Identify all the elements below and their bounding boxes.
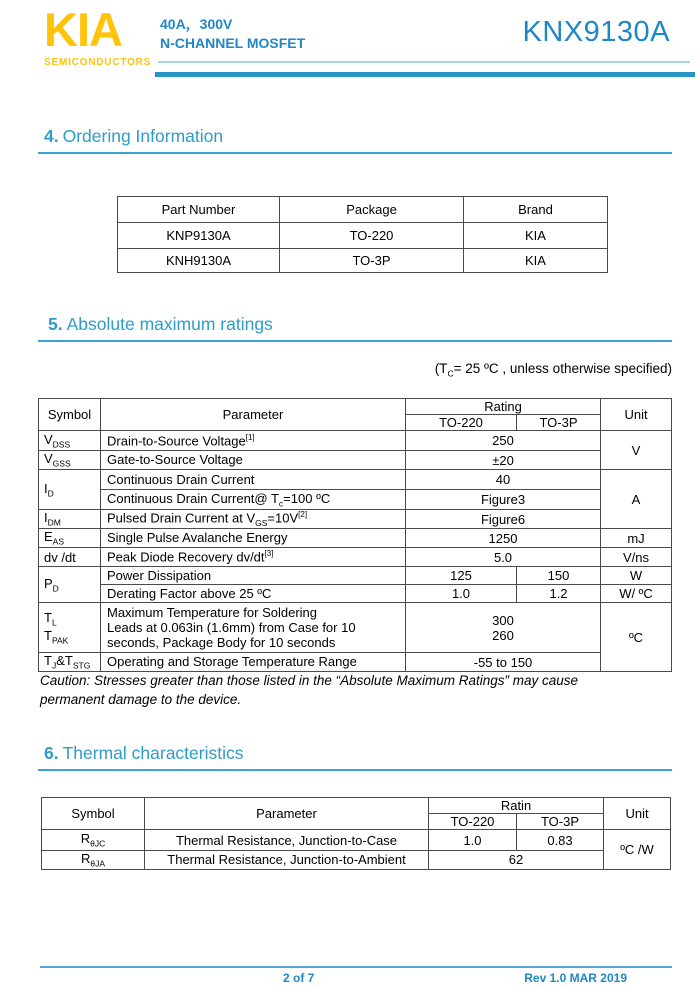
caution-note: Caution: Stresses greater than those listed in the “Absolute Maximum Ratings” may cause permanent damage to the device.	[40, 673, 579, 707]
parameter-cell: Continuous Drain Current	[101, 470, 406, 490]
header-cell: TO-3P	[517, 814, 604, 830]
cell: KIA	[464, 249, 608, 273]
thermal-characteristics-table	[41, 797, 671, 870]
rating-cell: 1.2	[517, 585, 601, 603]
rating-cell: 125	[406, 567, 517, 585]
table-row	[39, 603, 672, 653]
section-6-number: 6.	[44, 743, 59, 763]
rating-cell: 150	[517, 567, 601, 585]
ordering-table	[117, 196, 608, 273]
header-cell: Part Number	[118, 197, 280, 223]
unit-cell: mJ	[601, 529, 672, 548]
parameter-cell: Peak Diode Recovery dv/dt[3]	[101, 548, 406, 567]
unit-cell: W	[601, 567, 672, 585]
rating-cell: 62	[429, 851, 604, 870]
table-row	[39, 567, 672, 585]
rating-cell: ±20	[406, 451, 601, 470]
table-row	[39, 431, 672, 451]
table-row	[42, 830, 671, 851]
symbol-cell: $E_{AS}$	[39, 529, 101, 548]
rating-cell: -55 to 150	[406, 653, 601, 672]
unit-cell: ºC	[601, 603, 672, 672]
parameter-cell: Maximum Temperature for Soldering Leads at 0.063in (1.6mm) from Case for 10 seconds, Package Body for 10 seconds	[101, 603, 406, 653]
rating-cell: 1.0	[406, 585, 517, 603]
symbol-cell: $P_D$	[39, 567, 101, 603]
table-row	[42, 851, 671, 870]
header-cell: Brand	[464, 197, 608, 223]
rating-cell: 5.0	[406, 548, 601, 567]
header-cell: Symbol	[39, 399, 101, 431]
page-number: 2 of 7	[283, 971, 315, 985]
section-4-number: 4.	[44, 126, 59, 146]
header-cell: Package	[280, 197, 464, 223]
kia-logo	[44, 4, 151, 68]
table-row	[118, 223, 608, 249]
table-row	[39, 548, 672, 567]
symbol-cell: $V_{GSS}$	[39, 451, 101, 470]
parameter-cell: Thermal Resistance, Junction-to-Ambient	[145, 851, 429, 870]
table-row	[39, 451, 672, 470]
rating-cell: Figure3	[406, 490, 601, 510]
header-cell: Unit	[601, 399, 672, 431]
header-cell: Parameter	[145, 798, 429, 830]
parameter-cell: Continuous Drain Current@ $T_c=100$ ºC	[101, 490, 406, 510]
section-6-label: Thermal characteristics	[62, 743, 244, 763]
cell: KNP9130A	[118, 223, 280, 249]
parameter-cell: Drain-to-Source Voltage[1]	[101, 431, 406, 451]
test-condition-note: ($T_C= 25$ ºC , unless otherwise specified)	[434, 361, 672, 379]
parameter-cell: Pulsed Drain Current at $V_{GS}=10V[2]$	[101, 510, 406, 529]
section-5-rule	[38, 340, 672, 342]
symbol-cell: $I_D$	[39, 470, 101, 510]
unit-cell: W/ ºC	[601, 585, 672, 603]
symbol-cell: $R_{\theta JA}$	[42, 851, 145, 870]
product-summary	[160, 15, 305, 53]
symbol-cell: $T_L$ $T_{PAK}$	[39, 603, 101, 653]
cell: TO-3P	[280, 249, 464, 273]
revision-label: Rev 1.0 MAR 2019	[524, 971, 627, 985]
cell: TO-220	[280, 223, 464, 249]
product-type: N-CHANNEL MOSFET	[160, 34, 306, 51]
header-cell: Unit	[604, 798, 671, 830]
parameter-cell: Power Dissipation	[101, 567, 406, 585]
cell: KNH9130A	[118, 249, 280, 273]
table-row	[39, 529, 672, 548]
rating-cell: 0.83	[517, 830, 604, 851]
unit-cell: V	[601, 431, 672, 470]
kia-logo-subtext: SEMICONDUCTORS	[44, 56, 152, 68]
table-row	[39, 510, 672, 529]
unit-cell: A	[601, 470, 672, 529]
header-cell: Rating	[406, 399, 601, 415]
rating-cell: 1.0	[429, 830, 517, 851]
parameter-cell: Derating Factor above 25 ºC	[101, 585, 406, 603]
part-number-title: KNX9130A	[522, 16, 670, 48]
table-row	[118, 249, 608, 273]
rating-cell: Figure6	[406, 510, 601, 529]
rating-cell: 300 260	[406, 603, 601, 653]
rating-cell: 250	[406, 431, 601, 451]
table-row	[39, 585, 672, 603]
section-6-rule	[38, 769, 672, 771]
ordering-header-row	[118, 197, 608, 223]
header-cell: Symbol	[42, 798, 145, 830]
unit-cell: V/ns	[601, 548, 672, 567]
section-4-label: Ordering Information	[62, 126, 224, 146]
parameter-cell: Gate-to-Source Voltage	[101, 451, 406, 470]
absolute-maximum-ratings-table	[38, 398, 672, 672]
thermal-header-row	[42, 798, 671, 814]
section-4-rule	[38, 152, 672, 154]
symbol-cell: $T_J\&T_{STG}$	[39, 653, 101, 672]
header-cell: TO-3P	[517, 415, 601, 431]
unit-cell: ºC /W	[604, 830, 671, 870]
amr-header-row	[39, 399, 672, 415]
symbol-cell: $I_{DM}$	[39, 510, 101, 529]
footer-rule	[40, 966, 672, 968]
header-rule-thick	[155, 72, 695, 77]
table-row	[39, 470, 672, 490]
symbol-cell: $V_{DSS}$	[39, 431, 101, 451]
symbol-cell: dv /dt	[39, 548, 101, 567]
symbol-cell: $R_{\theta JC}$	[42, 830, 145, 851]
header-cell: TO-220	[406, 415, 517, 431]
cell: KIA	[464, 223, 608, 249]
section-5-number: 5.	[48, 314, 63, 334]
table-row	[39, 490, 672, 510]
section-5-title	[48, 314, 273, 335]
section-6-title	[44, 743, 244, 764]
header-rule-thin	[158, 61, 690, 63]
section-4-title	[44, 126, 223, 147]
rating-cell: 40	[406, 470, 601, 490]
header-cell: TO-220	[429, 814, 517, 830]
parameter-cell: Operating and Storage Temperature Range	[101, 653, 406, 672]
kia-logo-text: KIA	[44, 3, 122, 56]
section-5-label: Absolute maximum ratings	[66, 314, 273, 334]
rating-cell: 1250	[406, 529, 601, 548]
header-cell: Ratin	[429, 798, 604, 814]
product-rating: 40A，300V	[160, 16, 233, 32]
parameter-cell: Thermal Resistance, Junction-to-Case	[145, 830, 429, 851]
table-row	[39, 653, 672, 672]
header-cell: Parameter	[101, 399, 406, 431]
parameter-cell: Single Pulse Avalanche Energy	[101, 529, 406, 548]
